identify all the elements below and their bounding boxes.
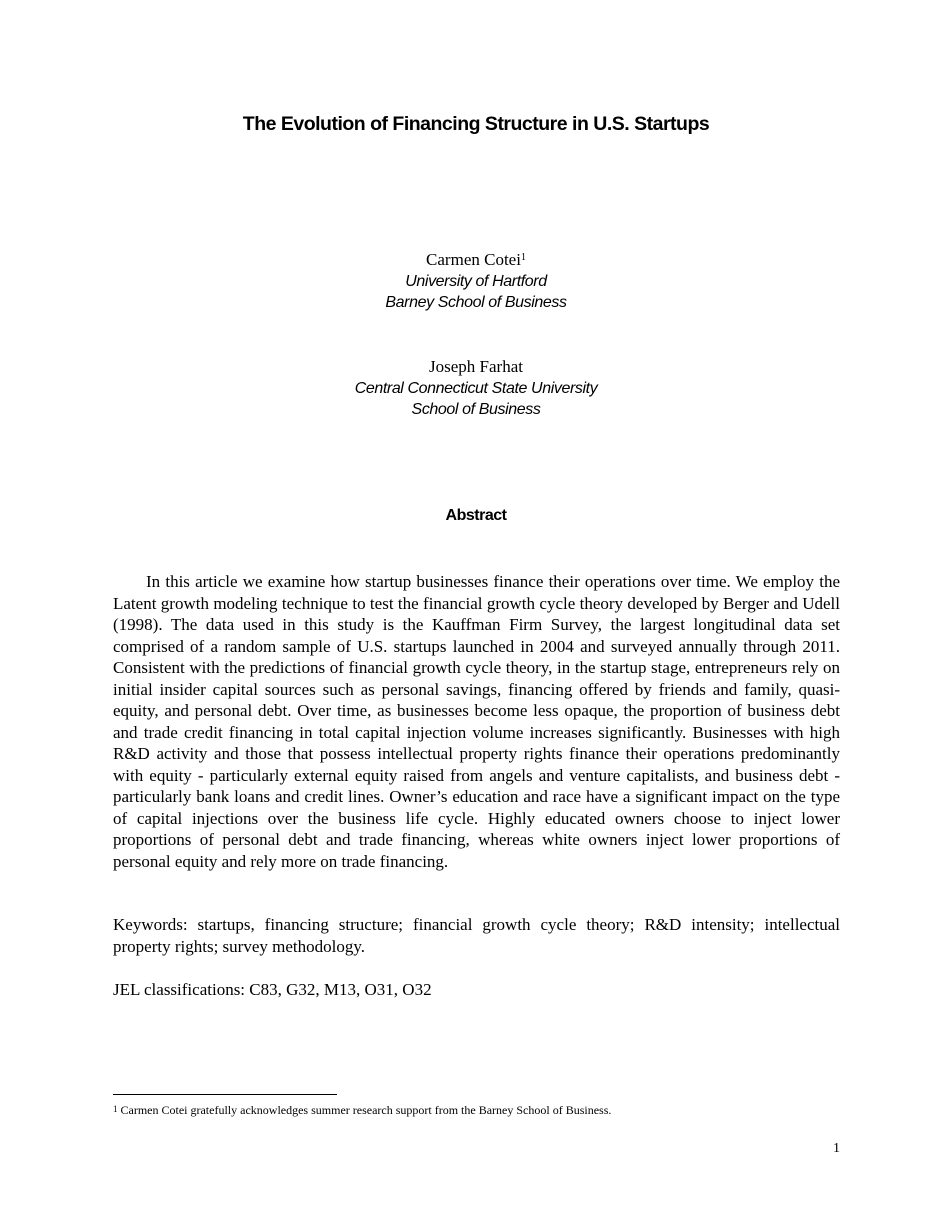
page-number: 1	[833, 1141, 840, 1156]
author-name-line	[0, 249, 952, 271]
footnote	[113, 1102, 840, 1118]
author-affiliation-university: Central Connecticut State University	[354, 379, 598, 397]
jel-classifications: JEL classifications: C83, G32, M13, O31, O32	[113, 980, 432, 999]
author-block-2	[0, 356, 952, 421]
author-affiliation-school: School of Business	[411, 401, 541, 418]
keywords: Keywords: startups, financing structure; financial growth cycle theory; R&D intensity; intellectual property rights; survey methodology.	[113, 915, 840, 956]
author-affiliation-university: University of Hartford	[405, 272, 547, 290]
footnote-marker[interactable]: 1	[520, 252, 526, 263]
author-block-1	[0, 249, 952, 314]
footnote-text: Carmen Cotei gratefully acknowledges summer research support from the Barney School of Business.	[120, 1103, 612, 1117]
abstract-heading: Abstract	[445, 507, 507, 524]
author-name: Joseph Farhat	[429, 357, 523, 376]
paper-title: The Evolution of Financing Structure in U.S. Startups	[242, 113, 710, 135]
author-affiliation-school: Barney School of Business	[385, 294, 567, 311]
abstract-text: In this article we examine how startup businesses finance their operations over time. We employ the Latent growth modeling technique to test the financial growth cycle theory developed by Berger and Udell (1998). The data used in this study is the Kauffman Firm Survey, the largest longitudinal data set comprised of a random sample of U.S. startups launched in 2004 and surveyed annually through 2011. Consistent with the predictions of financial growth cycle theory, in the startup stage, entrepreneurs rely on initial insider capital sources such as personal savings, financing offered by friends and family, quasi-equity, and personal debt. Over time, as businesses become less opaque, the proportion of business debt and trade credit financing in total capital injection volume increases significantly. Businesses with high R&D activity and those that possess intellectual property rights finance their operations predominantly with equity - particularly external equity raised from angels and venture capitalists, and business debt - particularly bank loans and credit lines. Owner’s education and race have a significant impact on the type of capital injections over the business life cycle. Highly educated owners choose to inject lower proportions of personal debt and trade financing, whereas white owners inject lower proportions of personal equity and rely more on trade financing.	[113, 572, 840, 871]
footnote-marker: 1	[113, 1104, 118, 1114]
footnote-divider	[113, 1094, 337, 1095]
author-name: Carmen Cotei	[426, 250, 521, 269]
